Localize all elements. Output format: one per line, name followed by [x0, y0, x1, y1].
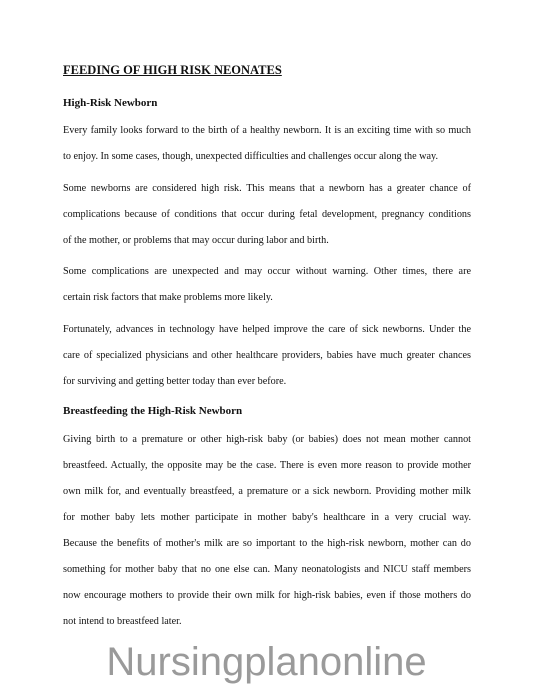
paragraph-breastfeeding [63, 427, 471, 635]
document-title: FEEDING OF HIGH RISK NEONATES [63, 63, 282, 77]
paragraph-high-risk-definition [63, 176, 471, 254]
paragraph-line: Some complications are unexpected and may occur without warning. Other times, there are [63, 266, 471, 277]
paragraph-line: care of specialized physicians and other healthcare providers, babies have much greater chances [63, 350, 471, 361]
paragraph-technology [63, 317, 471, 395]
section-heading-breastfeeding: Breastfeeding the High-Risk Newborn [63, 405, 243, 417]
paragraph-line: something for mother baby that no one else can. Many neonatologists and NICU staff members [63, 564, 471, 575]
section-heading-high-risk-newborn: High-Risk Newborn [63, 97, 158, 109]
paragraph-line: of the mother, or problems that may occur during labor and birth. [63, 235, 329, 246]
paragraph-line: Fortunately, advances in technology have helped improve the care of sick newborns. Under the [63, 324, 471, 335]
paragraph-line: Some newborns are considered high risk. This means that a newborn has a greater chance of [63, 183, 471, 194]
paragraph-line: to enjoy. In some cases, though, unexpected difficulties and challenges occur along the way. [63, 151, 439, 162]
watermark-text: Nursingplanonline [106, 640, 427, 684]
paragraph-intro [63, 118, 471, 170]
paragraph-line: Every family looks forward to the birth of a healthy newborn. It is an exciting time with so much [63, 125, 471, 136]
paragraph-line: own milk for, and eventually breastfeed, a premature or a sick newborn. Providing mother milk [63, 486, 471, 497]
paragraph-complications [63, 259, 471, 311]
paragraph-line: for surviving and getting better today than ever before. [63, 376, 287, 387]
paragraph-line: breastfeed. Actually, the opposite may be the case. There is even more reason to provide mother [63, 460, 471, 471]
paragraph-line: complications because of conditions that occur during fetal development, pregnancy conditions [63, 209, 471, 220]
paragraph-line: for mother baby lets mother participate in mother baby's healthcare in a very crucial way. [63, 512, 471, 523]
paragraph-line: now encourage mothers to provide their own milk for high-risk babies, even if those mothers do [63, 590, 471, 601]
paragraph-line: certain risk factors that make problems more likely. [63, 292, 273, 303]
paragraph-line: not intend to breastfeed later. [63, 616, 182, 627]
paragraph-line: Because the benefits of mother's milk are so important to the high-risk newborn, mother can do [63, 538, 471, 549]
paragraph-line: Giving birth to a premature or other high-risk baby (or babies) does not mean mother cannot [63, 434, 471, 445]
